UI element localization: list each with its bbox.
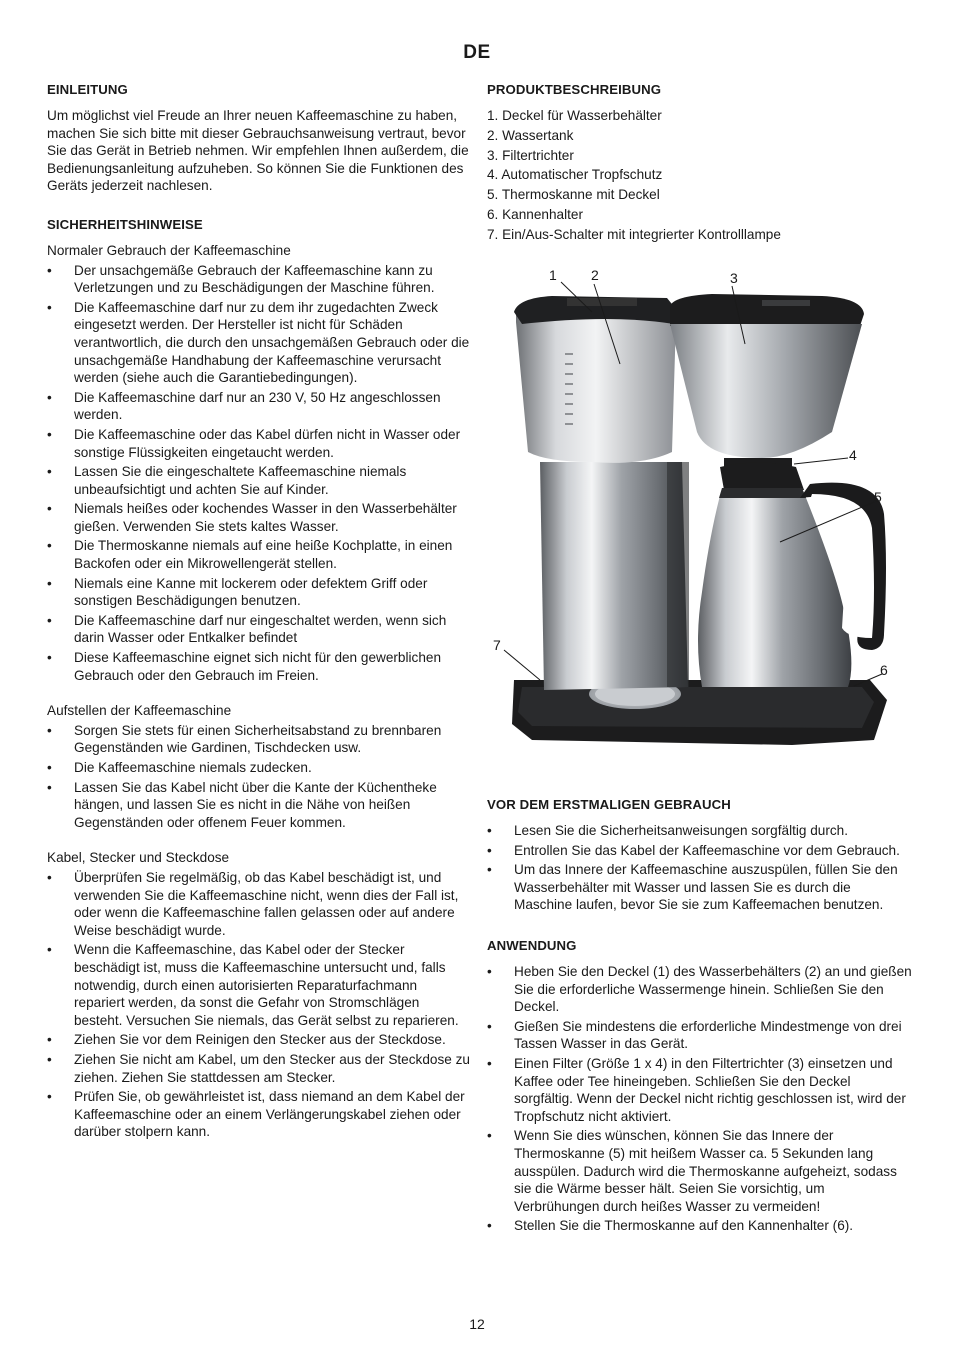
intro-text: Um möglichst viel Freude an Ihrer neuen Kaffeemaschine zu haben, machen Sie sich bitte mit dieser Gebrauchsanweisung vertraut, bevor Sie das Gerät in Betrieb nehmen. Wir empfehlen Ihnen außerdem, die Bedienungsanleitung aufzuheben. So können Sie die Funktionen des Geräts jederzeit nachlesen.: [47, 108, 469, 194]
list-item: • Prüfen Sie, ob gewährleistet ist, dass niemand an dem Kabel der Kaffeemaschine oder an einem Verlängerungskabel ziehen oder darüber stolpern kann.: [47, 1088, 471, 1141]
list-item: • Überprüfen Sie regelmäßig, ob das Kabel beschädigt ist, und verwenden Sie die Kaffeemaschine nicht, wenn dies der Fall ist, oder wenn die Kaffeemaschine fallen gelassen oder auf andere Weise beschädigt wurde.: [47, 869, 471, 939]
safety-heading: SICHERHEITSHINWEISE: [47, 216, 203, 232]
left-column: [47, 82, 471, 1143]
page-number: 12: [469, 1316, 485, 1332]
list-item: • Die Kaffeemaschine oder das Kabel dürfen nicht in Wasser oder sonstige Flüssigkeiten eingetaucht werden.: [47, 426, 471, 461]
normal-use-list: [47, 262, 471, 685]
list-item: • Wenn Sie dies wünschen, können Sie das Innere der Thermoskanne (5) mit heißem Wasser ca. 5 Sekunden lang ausspülen. Dadurch wird die Thermoskanne aufgeheizt, sodass sie die Wärme besser hält. Seien Sie vorsichtig, um Verbrühungen durch heißes Wasser zu vermeiden!: [487, 1127, 912, 1215]
list-item: • Lesen Sie die Sicherheitsanweisungen sorgfältig durch.: [487, 822, 912, 840]
list-item: • Um das Innere der Kaffeemaschine auszuspülen, füllen Sie den Wasserbehälter mit Wasser und lassen Sie es durch die Maschine laufen, bevor Sie sie zum Kaffeemachen benutzen.: [487, 861, 912, 914]
part-item: 2. Wassertank: [487, 127, 574, 143]
right-column-lower: [487, 797, 912, 1237]
intro-heading: EINLEITUNG: [47, 82, 128, 97]
part-item: 3. Filtertrichter: [487, 147, 574, 163]
list-item: • Die Kaffeemaschine niemals zudecken.: [47, 759, 471, 777]
language-code: DE: [463, 42, 491, 63]
callout-1: 1: [549, 267, 557, 283]
list-item: • Einen Filter (Größe 1 x 4) in den Filtertrichter (3) einsetzen und Kaffee oder Tee hineingeben. Schließen Sie den Deckel sorgfältig. Wenn der Deckel nicht richtig geschlossen ist, wird der Tropfschutz nicht aktiviert.: [487, 1055, 912, 1125]
usage-list: [487, 963, 912, 1235]
first-use-list: [487, 822, 912, 914]
list-item: • Die Kaffeemaschine darf nur an 230 V, 50 Hz angeschlossen werden.: [47, 389, 471, 424]
setup-subheading: Aufstellen der Kaffeemaschine: [47, 703, 232, 719]
callout-7: 7: [493, 637, 501, 653]
list-item: • Die Thermoskanne niemals auf eine heiße Kochplatte, in einen Backofen oder ein Mikrowellengerät stellen.: [47, 537, 471, 572]
list-item: • Lassen Sie das Kabel nicht über die Kante der Küchentheke hängen, und lassen Sie es nicht in die Nähe von heißen Gegenständen oder offenem Feuer kommen.: [47, 779, 471, 832]
list-item: • Diese Kaffeemaschine eignet sich nicht für den gewerblichen Gebrauch oder den Gebrauch im Freien.: [47, 649, 471, 684]
part-item: 1. Deckel für Wasserbehälter: [487, 108, 662, 123]
callout-2: 2: [591, 267, 599, 283]
part-item: 7. Ein/Aus-Schalter mit integrierter Kontrolllampe: [487, 226, 781, 242]
right-column: [487, 82, 912, 245]
coffee-machine-illustration: [492, 262, 904, 747]
list-item: • Niemals heißes oder kochendes Wasser in den Wasserbehälter gießen. Verwenden Sie stets kaltes Wasser.: [47, 500, 471, 535]
list-item: • Die Kaffeemaschine darf nur zu dem ihr zugedachten Zweck eingesetzt werden. Der Hersteller ist nicht für Schäden verantwortlich, die durch den unsachgemäßen Gebrauch oder die unsachgemäße Handhabung der Kaffeemaschine verursacht werden (siehe auch die Garantiebedingungen).: [47, 299, 471, 387]
list-item: • Heben Sie den Deckel (1) des Wasserbehälters (2) an und gießen Sie die erforderliche Wassermenge hinein. Schließen Sie den Deckel.: [487, 963, 912, 1016]
list-item: • Lassen Sie die eingeschaltete Kaffeemaschine niemals unbeaufsichtigt und achten Sie auf Kinder.: [47, 463, 471, 498]
first-use-heading: VOR DEM ERSTMALIGEN GEBRAUCH: [487, 797, 731, 812]
callout-5: 5: [874, 489, 882, 505]
normal-use-subheading: Normaler Gebrauch der Kaffeemaschine: [47, 242, 291, 258]
usage-heading: ANWENDUNG: [487, 937, 577, 953]
list-item: • Ziehen Sie vor dem Reinigen den Stecker aus der Steckdose.: [47, 1031, 471, 1049]
setup-list: [47, 722, 471, 832]
list-item: • Die Kaffeemaschine darf nur eingeschaltet werden, wenn sich darin Wasser oder Entkalker befindet: [47, 612, 471, 647]
list-item: • Gießen Sie mindestens die erforderliche Mindestmenge von drei Tassen Wasser in das Gerät.: [487, 1018, 912, 1053]
list-item: • Wenn die Kaffeemaschine, das Kabel oder der Stecker beschädigt ist, muss die Kaffeemaschine untersucht und, falls notwendig, durch einen autorisierten Reparaturfachmann repariert werden, da sonst die Gefahr von Stromschlägen besteht. Versuchen Sie niemals, das Gerät selbst zu reparieren.: [47, 941, 471, 1029]
callout-3: 3: [730, 270, 738, 286]
list-item: • Niemals eine Kanne mit lockerem oder defektem Griff oder sonstigen Beschädigungen benutzen.: [47, 575, 471, 610]
part-item: 4. Automatischer Tropfschutz: [487, 167, 663, 183]
list-item: • Sorgen Sie stets für einen Sicherheitsabstand zu brennbaren Gegenständen wie Gardinen, Tischdecken usw.: [47, 722, 471, 757]
cable-list: [47, 869, 471, 1141]
cable-subheading: Kabel, Stecker und Steckdose: [47, 850, 230, 866]
list-item: • Entrollen Sie das Kabel der Kaffeemaschine vor dem Gebrauch.: [487, 842, 912, 860]
product-parts-list: [487, 107, 912, 243]
product-heading: PRODUKTBESCHREIBUNG: [487, 82, 662, 97]
list-item: • Der unsachgemäße Gebrauch der Kaffeemaschine kann zu Verletzungen und zu Beschädigungen der Maschine führen.: [47, 262, 471, 297]
callout-6: 6: [880, 662, 888, 678]
callout-4: 4: [849, 447, 857, 463]
part-item: 5. Thermoskanne mit Deckel: [487, 187, 660, 203]
part-item: 6. Kannenhalter: [487, 206, 583, 222]
list-item: • Stellen Sie die Thermoskanne auf den Kannenhalter (6).: [487, 1217, 912, 1235]
list-item: • Ziehen Sie nicht am Kabel, um den Stecker aus der Steckdose zu ziehen. Ziehen Sie stattdessen am Stecker.: [47, 1051, 471, 1086]
